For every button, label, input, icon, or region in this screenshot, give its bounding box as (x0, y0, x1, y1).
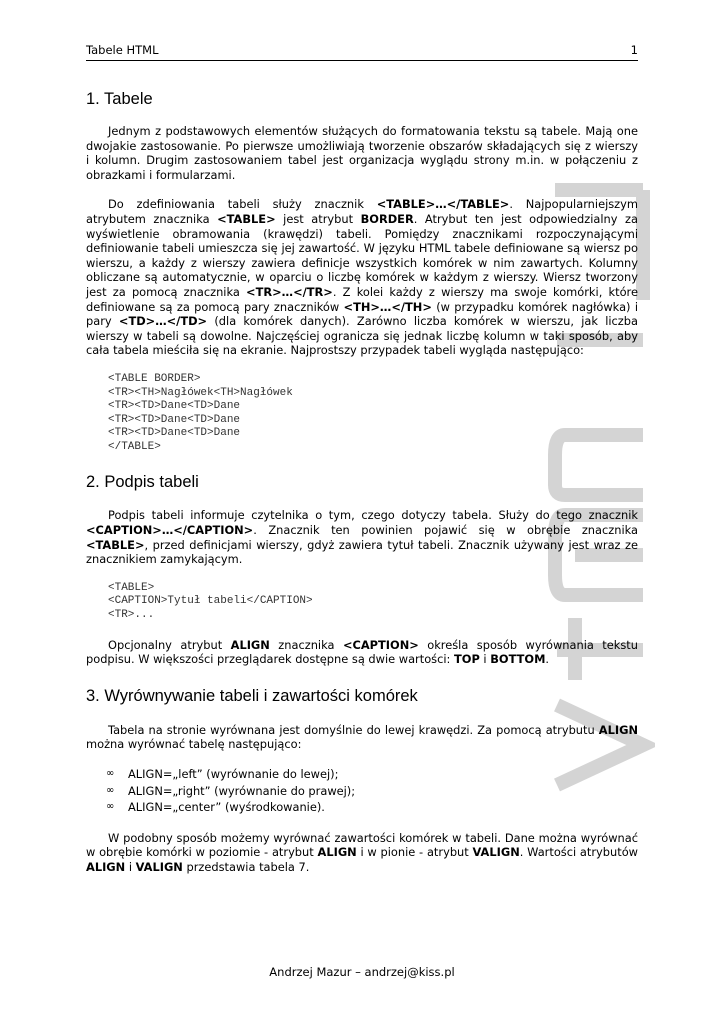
document-body (86, 80, 638, 874)
list-item: ∞ ALIGN=„center” (wyśrodkowanie). (106, 800, 325, 814)
infinity-bullet-icon: ∞ (106, 801, 115, 812)
list-item: ∞ ALIGN=„left” (wyrównanie do lewej); (106, 767, 339, 781)
align-options-list (86, 766, 638, 816)
paragraph-caption-align: Opcjonalny atrybut ALIGN znacznika <CAPTION> określa sposób wyrównania tekstu podpisu. W większości przeglądarek dostępne są dwie wartości: TOP i BOTTOM. (86, 637, 638, 667)
header-title: Tabele HTML (86, 43, 159, 57)
section-heading-wyrownywanie: 3. Wyrównywanie tabeli i zawartości komórek (86, 686, 418, 705)
page-footer: Andrzej Mazur – andrzej@kiss.pl (269, 965, 455, 979)
infinity-bullet-icon: ∞ (106, 784, 115, 796)
code-example-table: <TABLE BORDER> <TR><TH>Nagłówek<TH>Nagłówek <TR><TD>Dane<TD>Dane <TR><TD>Dane<TD>Dane <TR><TD>Dane<TD>Dane </TABLE> (108, 372, 293, 453)
code-example-caption: <TABLE> <CAPTION>Tytuł tabeli</CAPTION> <TR>... (108, 581, 313, 622)
page-header (86, 44, 638, 61)
section-heading-podpis: 2. Podpis tabeli (86, 473, 199, 492)
paragraph-table-definition: Do zdefiniowania tabeli służy znacznik <TABLE>…</TABLE>. Najpopularniejszym atrybutem znacznika <TABLE> jest atrybut BORDER. Atrybut ten jest odpowiedzialny za wyświetlenie obramowania (krawędzi) tabeli. Pomiędzy znacznikami rozpoczynającymi definiowanie tabeli umieszcza się jej zawartość. W języku HTML tabele definiowane są wiersz po wierszu, a każdy z wierszy zawiera definicje wszystkich komórek w nim zawartych. Kolumny obliczane są automatycznie, w oparciu o liczbę komórek w każdym z wierszy. Wiersz tworzony jest za pomocą znacznika <TR>…</TR>. Z kolei każdy z wierszy ma swoje komórki, które definiowane są za pomocą pary znaczników <TH>…</TH> (w przypadku komórek nagłówka) i pary <TD>…</TD> (dla komórek danych). Zarówno liczba komórek w wierszu, jak liczba wierszy w tabeli są dowolne. Najczęściej ogranicza się jednak liczbę kolumn w taki sposób, aby cała tabela mieściła się na ekranie. Najprostszy przypadek tabeli wygląda następująco: (86, 197, 638, 358)
section-heading-tabele: 1. Tabele (86, 90, 153, 108)
list-item: ∞ ALIGN=„right” (wyrównanie do prawej); (106, 783, 356, 798)
infinity-bullet-icon: ∞ (106, 768, 115, 779)
paragraph-intro: Jednym z podstawowych elementów służących do formatowania tekstu są tabele. Mają one dwojakie zastosowanie. Po pierwsze umożliwiają tworzenie obszarów składających się z wierszy i kolumn. Drugim zastosowaniem tabel jest organizacja wyglądu strony m.in. w połączeniu z obrazkami i formularzami. (86, 124, 638, 182)
paragraph-table-align: Tabela na stronie wyrównana jest domyślnie do lewej krawędzi. Za pomocą atrybutu ALIGN można wyrównać tabelę następująco: (86, 722, 638, 752)
paragraph-caption: Podpis tabeli informuje czytelnika o tym, czego dotyczy tabela. Służy do tego znacznik <CAPTION>…</CAPTION>. Znacznik ten powinien pojawić się w obrębie znacznika <TABLE>, przed definicjami wierszy, gdyż zawiera tytuł tabeli. Znacznik używany jest wraz ze znacznikiem zamykającym. (86, 508, 638, 567)
page-number: 1 (630, 43, 638, 57)
paragraph-cell-align: W podobny sposób możemy wyrównać zawartości komórek w tabeli. Dane można wyrównać w obrębie komórki w poziomie - atrybut ALIGN i w pionie - atrybut VALIGN. Wartości atrybutów ALIGN i VALIGN przedstawia tabela 7. (86, 830, 639, 874)
